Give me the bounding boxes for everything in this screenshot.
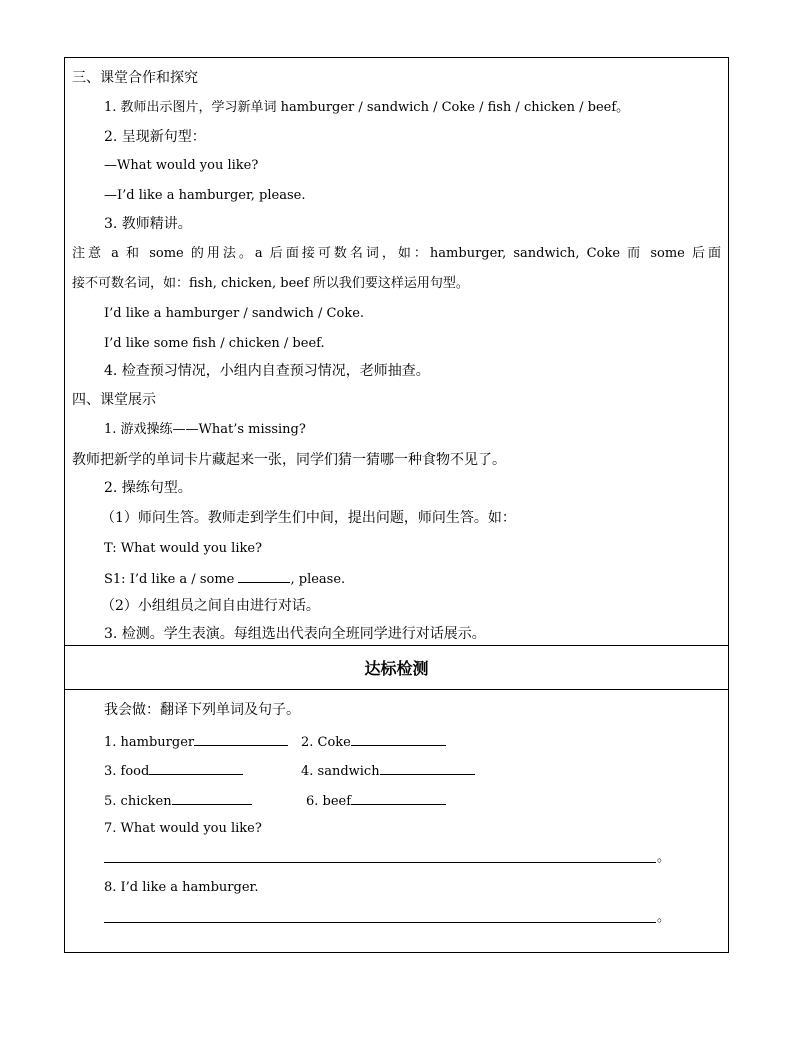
sentence-7-answer-line [104,862,656,863]
test-instruction: 我会做：翻译下列单词及句子。 [104,702,300,718]
grammar-note-line2: 接不可数名词，如：fish, chicken, beef 所以我们要这样运用句型。 [72,276,469,291]
word-item-3 [104,762,243,780]
student-line [104,570,345,588]
word-item-3-label: 3. food [104,764,150,779]
activity-section [65,58,728,645]
section3-item3: 3. 教师精讲。 [104,216,192,232]
dialogue-question: —What would you like? [104,158,259,173]
dialogue-answer: —I’d like a hamburger, please. [104,188,306,203]
word-item-1 [104,733,288,751]
word-item-4 [301,762,475,780]
section4-item2: 2. 操练句型。 [104,480,192,496]
section3-item2: 2. 呈现新句型： [104,129,206,145]
teacher-line: T: What would you like? [104,541,263,556]
word-item-5-blank [172,792,252,805]
word-item-2-label: 2. Coke [301,735,351,750]
section4-heading: 四、课堂展示 [72,392,156,408]
word-item-5-label: 5. chicken [104,794,172,809]
sentence-item-8: 8. I’d like a hamburger. [104,880,259,895]
section4-item3: 3. 检测。学生表演。每组选出代表向全班同学进行对话展示。 [104,626,486,642]
test-title: 达标检测 [364,659,429,678]
sentence-8-period: 。 [657,910,671,925]
word-item-6-blank [351,792,446,805]
section4-sub1: （1）师问生答。教师走到学生们中间，提出问题，师问生答。如： [101,510,516,526]
word-item-1-label: 1. hamburger [104,735,195,750]
section3-item4: 4. 检查预习情况，小组内自查预习情况，老师抽查。 [104,363,430,379]
word-item-5 [104,792,252,810]
sentence-item-7: 7. What would you like? [104,821,262,836]
sentence-7-period: 。 [657,850,671,865]
word-item-4-blank [380,762,475,775]
word-item-6 [306,792,446,810]
section4-item1-desc: 教师把新学的单词卡片藏起来一张，同学们猜一猜哪一种食物不见了。 [72,452,506,468]
word-item-4-label: 4. sandwich [301,764,380,779]
example-sentence-1: I’d like a hamburger / sandwich / Coke. [104,306,365,321]
test-title-row [65,645,728,690]
sentence-8-answer-line [104,922,656,923]
student-line-prefix: S1: I’d like a / some [104,572,239,587]
word-item-6-label: 6. beef [306,794,352,809]
word-item-2-blank [351,733,446,746]
student-blank [238,570,290,583]
section4-item1: 1. 游戏操练——What’s missing? [104,422,306,437]
lesson-plan-table [64,57,729,953]
word-item-1-blank [194,733,288,746]
example-sentence-2: I’d like some fish / chicken / beef. [104,336,325,351]
word-item-2 [301,733,446,751]
word-item-3-blank [149,762,243,775]
section3-item1: 1. 教师出示图片，学习新单词 hamburger / sandwich / Coke / fish / chicken / beef。 [104,100,630,115]
grammar-note-line1: 注意 a 和 some 的用法。a 后面接可数名词，如：hamburger, sandwich, Coke 而 some 后面 [72,246,721,261]
test-section [65,690,728,952]
section4-sub2: （2）小组组员之间自由进行对话。 [101,598,320,614]
section3-heading: 三、课堂合作和探究 [72,70,198,86]
student-line-suffix: , please. [290,572,346,587]
